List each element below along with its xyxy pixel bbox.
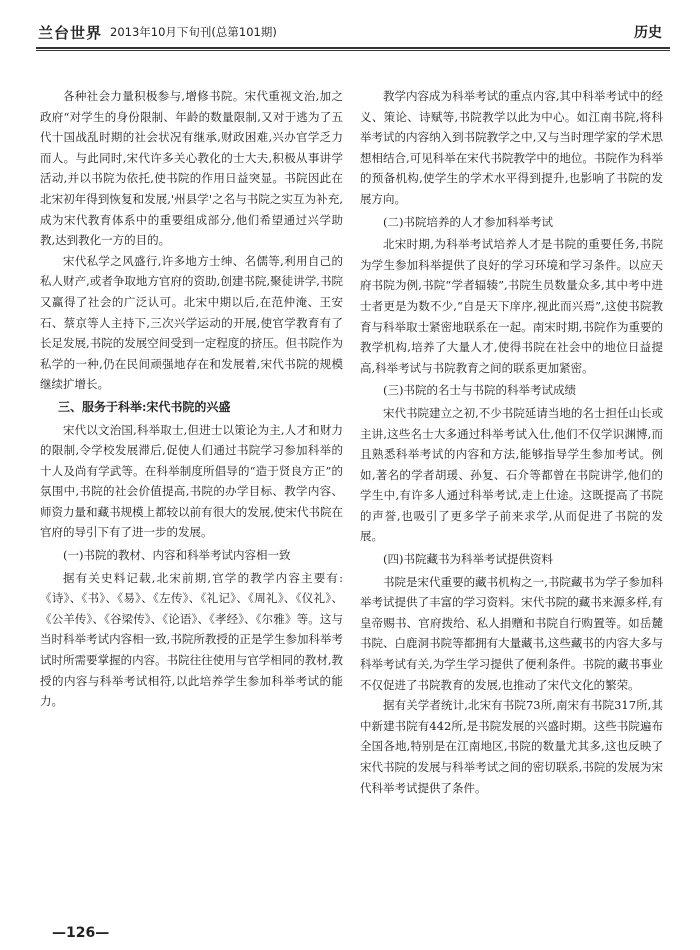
paragraph: 据有关史料记载,北宋前期,官学的教学内容主要有:《诗》、《书》、《易》、《左传》、《礼记》、《周礼》、《仪礼》、《公羊传》、《谷梁传》、《论语》、《孝经》、《尔雅》等。这与当时科举考试内容相一致,书院所教授的正是学生参加科举考试时所需要掌握的内容。书院往往使用与官学相同的教材,教授的内容与科举考试相符,以此培养学生参加科举考试的能力。 bbox=[40, 570, 343, 709]
paragraph: 宋代以文治国,科举取士,但进士以策论为主,人才和财力的限制,令学校发展滞后,促使人们通过书院学习参加科举的十人及尚有学武等。在科举制度所倡导的“造于贤良方正”的氛围中,书院的社会价值提高,书院的办学目标、教学内容、师资力量和藏书规模上都较以前有很大的发展,使宋代书院在官府的导引下有了进一步的发展。 bbox=[40, 422, 343, 540]
paragraph: 教学内容成为科举考试的重点内容,其中科举考试中的经义、策论、诗赋等,书院教学以此为中心。如江南书院,将科举考试的内容纳入到书院教学之中,又与当时理学家的学术思想相结合,可见科举在宋代书院教学中的地位。书院作为科举的预备机构,使学生的学术水平得到提升,也影响了书院的发展方向。 bbox=[360, 89, 663, 206]
header-rule-thin bbox=[36, 50, 670, 51]
subsection-heading: (三)书院的名士与书院的科举考试成绩 bbox=[383, 383, 576, 398]
subsection-heading: (二)书院培养的人才参加科举考试 bbox=[383, 214, 553, 229]
issue-info: 2013年10月下旬刊(总第101期) bbox=[110, 25, 277, 39]
subsection-heading: (一)书院的教材、内容和科举考试内容相一致 bbox=[63, 548, 291, 563]
paragraph: 宋代书院建立之初,不少书院延请当地的名士担任山长或主讲,这些名士大多通过科举考试入仕,他们不仅学识渊博,而且熟悉科举考试的内容和方法,能够指导学生参加考试。例如,著名的学者胡瑗、孙复、石介等都曾在书院讲学,他们的学生中,有许多人通过科举考试,走上仕途。这既提高了书院的声誉,也吸引了更多学子前来求学,从而促进了书院的发展。 bbox=[360, 405, 663, 544]
paragraph: 宋代私学之风盛行,许多地方士绅、名儒等,利用自己的私人财产,或者争取地方官府的资助,创建书院,聚徒讲学,书院又赢得了社会的广泛认可。北宋中期以后,在范仲淹、王安石、蔡京等人主持下,三次兴学运动的开展,使官学教育有了长足发展,书院的发展空间受到一定程度的挤压。但书院作为私学的一种,仍在民间顽强地存在和发展着,宋代书院的规模继续扩增长。 bbox=[40, 253, 343, 392]
section-heading: 三、服务于科举:宋代书院的兴盛 bbox=[58, 399, 231, 414]
section-label: 历史 bbox=[634, 25, 662, 41]
page-number: —126— bbox=[52, 925, 110, 941]
paragraph: 各种社会力量积极参与,增修书院。宋代重视文治,加之政府“对学生的身份限制、年龄的数量限制,又对于逃为了五代十国战乱时期的社会状况有继承,财政困难,兴办官学乏力而人。与此同时,宋代许多关心教化的士大夫,积极从事讲学活动,并以书院为依托,使书院的作用日益突显。书院因此在北宋初年得到恢复和发展,'州县学'之名与书院之实互为补充,成为宋代教育体系中的重要组成部分,他们希望通过兴学助教,达到教化一方的目的。 bbox=[40, 89, 343, 248]
paragraph: 北宋时期,为科举考试培养人才是书院的重要任务,书院为学生参加科举提供了良好的学习环境和学习条件。以应天府书院为例,书院“学者辐辏”,书院生员数量众多,其中考中进士者更是为数不少,“自是天下庠序,视此而兴焉”,这使书院教育与科举取士紧密地联系在一起。南宋时期,书院作为重要的教学机构,培养了大量人才,使得书院在社会中的地位日益提高,科举考试与书院教育之间的联系更加紧密。 bbox=[360, 237, 663, 375]
subsection-heading: (四)书院藏书为科举考试提供资料 bbox=[383, 552, 553, 567]
paragraph: 书院是宋代重要的藏书机构之一,书院藏书为学子参加科举考试提供了丰富的学习资料。宋代书院的藏书来源多样,有皇帝赐书、官府拨给、私人捐赠和书院自行购置等。如岳麓书院、白鹿洞书院等都拥有大量藏书,这些藏书的内容大多与科举考试有关,为学生学习提供了便利条件。书院的藏书事业不仅促进了书院教育的发展,也推动了宋代文化的繁荣。 bbox=[360, 574, 663, 692]
header-rule bbox=[36, 47, 670, 49]
paragraph: 据有关学者统计,北宋有书院73所,南宋有书院317所,其中新建书院有442所,是书院发展的兴盛时期。这些书院遍布全国各地,特别是在江南地区,书院的数量尤其多,这也反映了宋代书院的发展与科举考试之间的密切联系,书院的发展为宋代科举考试提供了条件。 bbox=[360, 698, 663, 795]
right-column bbox=[360, 86, 663, 798]
journal-title: 兰台世界 bbox=[38, 24, 103, 42]
left-column bbox=[40, 86, 343, 712]
running-header bbox=[38, 18, 670, 44]
